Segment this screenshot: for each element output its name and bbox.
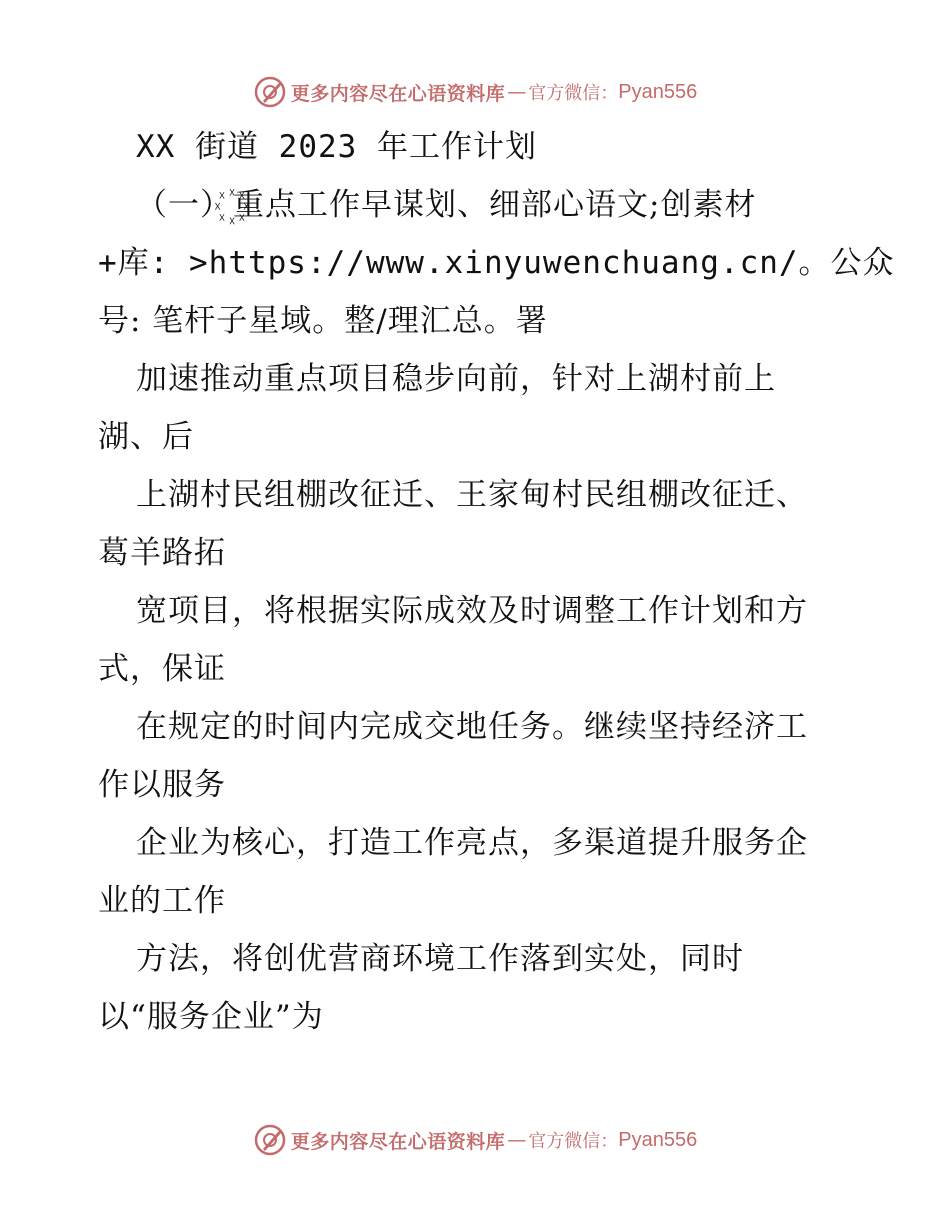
text-line: 葛羊路拓 xyxy=(98,535,226,571)
logo-icon xyxy=(253,75,287,109)
banner-text: 更多内容尽在心语资料库 xyxy=(290,1130,506,1153)
header-banner xyxy=(0,72,950,112)
banner-wechat-label: 官方微信： xyxy=(528,83,619,104)
banner-text: 更多内容尽在心语资料库 xyxy=(290,82,506,105)
text-line: 作以服务 xyxy=(98,767,226,803)
text-line: 号: 笔杆子星域。整/理汇总。署 xyxy=(98,303,548,339)
text-line: 业的工作 xyxy=(98,883,226,919)
page-title: XX 街道 2023 年工作计划 xyxy=(136,129,537,165)
document-body xyxy=(98,118,895,1046)
text-line: 方法，将创优营商环境工作落到实处，同时 xyxy=(136,941,744,977)
logo-icon xyxy=(253,1123,287,1157)
text-line: （一）꙰重点工作早谋划、细部心语文;创素材 xyxy=(136,187,757,223)
text-line: +库: >https://www.xinyuwenchuang.cn/。公众 xyxy=(98,245,895,281)
text-line: 上湖村民组棚改征迁、王家甸村民组棚改征迁、 xyxy=(136,477,808,513)
text-line: 企业为核心，打造工作亮点，多渠道提升服务企 xyxy=(136,825,808,861)
text-line: 式，保证 xyxy=(98,651,226,687)
text-line: 宽项目，将根据实际成效及时调整工作计划和方 xyxy=(136,593,808,629)
footer-banner xyxy=(0,1120,950,1160)
text-line: 加速推动重点项目稳步向前，针对上湖村前上 xyxy=(136,361,776,397)
banner-separator: — xyxy=(507,1129,527,1151)
text-line: 在规定的时间内完成交地任务。继续坚持经济工 xyxy=(136,709,808,745)
banner-wechat-id: Pyan556 xyxy=(618,80,698,103)
text-line: 湖、后 xyxy=(98,419,194,455)
banner-wechat-id: Pyan556 xyxy=(618,1128,698,1151)
text-line: 以“服务企业”为 xyxy=(98,999,324,1035)
banner-separator: — xyxy=(507,81,527,103)
banner-wechat-label: 官方微信： xyxy=(528,1131,619,1152)
